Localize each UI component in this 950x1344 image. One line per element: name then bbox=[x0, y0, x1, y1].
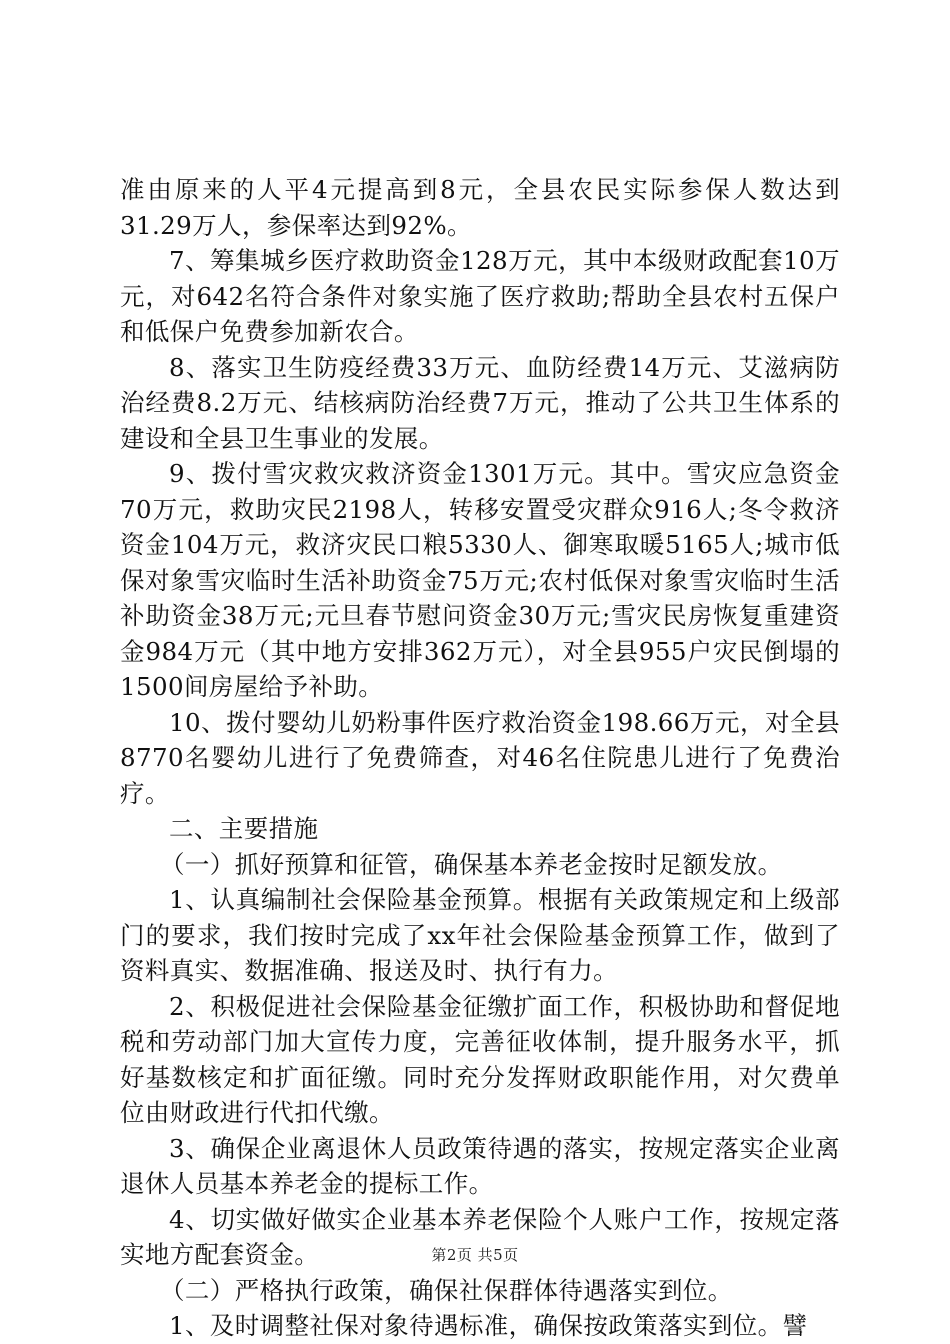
document-body bbox=[120, 172, 840, 1344]
subsection-heading-2: （二）严格执行政策，确保社保群体待遇落实到位。 bbox=[160, 1275, 733, 1305]
page-footer: 第2页 共5页 bbox=[431, 1246, 519, 1264]
paragraph-item-7: 7、筹集城乡医疗救助资金128万元，其中本级财政配套10万元，对642名符合条件对象实施了医疗救助;帮助全县农村五保户和低保户免费参加新农合。 bbox=[120, 246, 840, 346]
paragraph-measure-2: 2、积极促进社会保险基金征缴扩面工作，积极协助和督促地税和劳动部门加大宣传力度，完善征收体制，提升服务水平，抓好基数核定和扩面征缴。同时充分发挥财政职能作用，对欠费单位由财政进行代扣代缴。 bbox=[120, 991, 840, 1127]
paragraph-measure-4: 4、切实做好做实企业基本养老保险个人账户工作，按规定落实地方配套资金。 bbox=[120, 1204, 840, 1269]
paragraph-measure-3: 3、确保企业离退休人员政策待遇的落实，按规定落实企业离退休人员基本养老金的提标工作。 bbox=[120, 1133, 840, 1198]
paragraph-policy-1: 1、及时调整社保对象待遇标准，确保按政策落实到位。譬 bbox=[169, 1311, 808, 1340]
paragraph-item-10: 10、拨付婴幼儿奶粉事件医疗救治资金198.66万元，对全县8770名婴幼儿进行了免费筛查，对46名住院患儿进行了免费治疗。 bbox=[120, 707, 840, 808]
paragraph-measure-1: 1、认真编制社会保险基金预算。根据有关政策规定和上级部门的要求，我们按时完成了xx年社会保险基金预算工作，做到了资料真实、数据准确、报送及时、执行有力。 bbox=[120, 885, 840, 985]
section-heading-measures: 二、主要措施 bbox=[169, 814, 319, 843]
subsection-heading-1: （一）抓好预算和征管，确保基本养老金按时足额发放。 bbox=[160, 849, 783, 879]
paragraph-item-9: 9、拨付雪灾救灾救济资金1301万元。其中。雪灾应急资金70万元，救助灾民2198人，转移安置受灾群众916人;冬令救济资金104万元，救济灾民口粮5330人、御寒取暖5165人;城市低保对象雪灾临时生活补助资金75万元;农村低保对象雪灾临时生活补助资金38万元;元旦春节慰问资金30万元;雪灾民房恢复重建资金984万元（其中地方安排362万元），对全县955户灾民倒塌的1500间房屋给予补助。 bbox=[120, 459, 840, 701]
paragraph-continuation: 准由原来的人平4元提高到8元，全县农民实际参保人数达到31.29万人，参保率达到92%。 bbox=[120, 175, 840, 240]
paragraph-item-8: 8、落实卫生防疫经费33万元、血防经费14万元、艾滋病防治经费8.2万元、结核病防治经费7万元，推动了公共卫生体系的建设和全县卫生事业的发展。 bbox=[120, 352, 840, 453]
